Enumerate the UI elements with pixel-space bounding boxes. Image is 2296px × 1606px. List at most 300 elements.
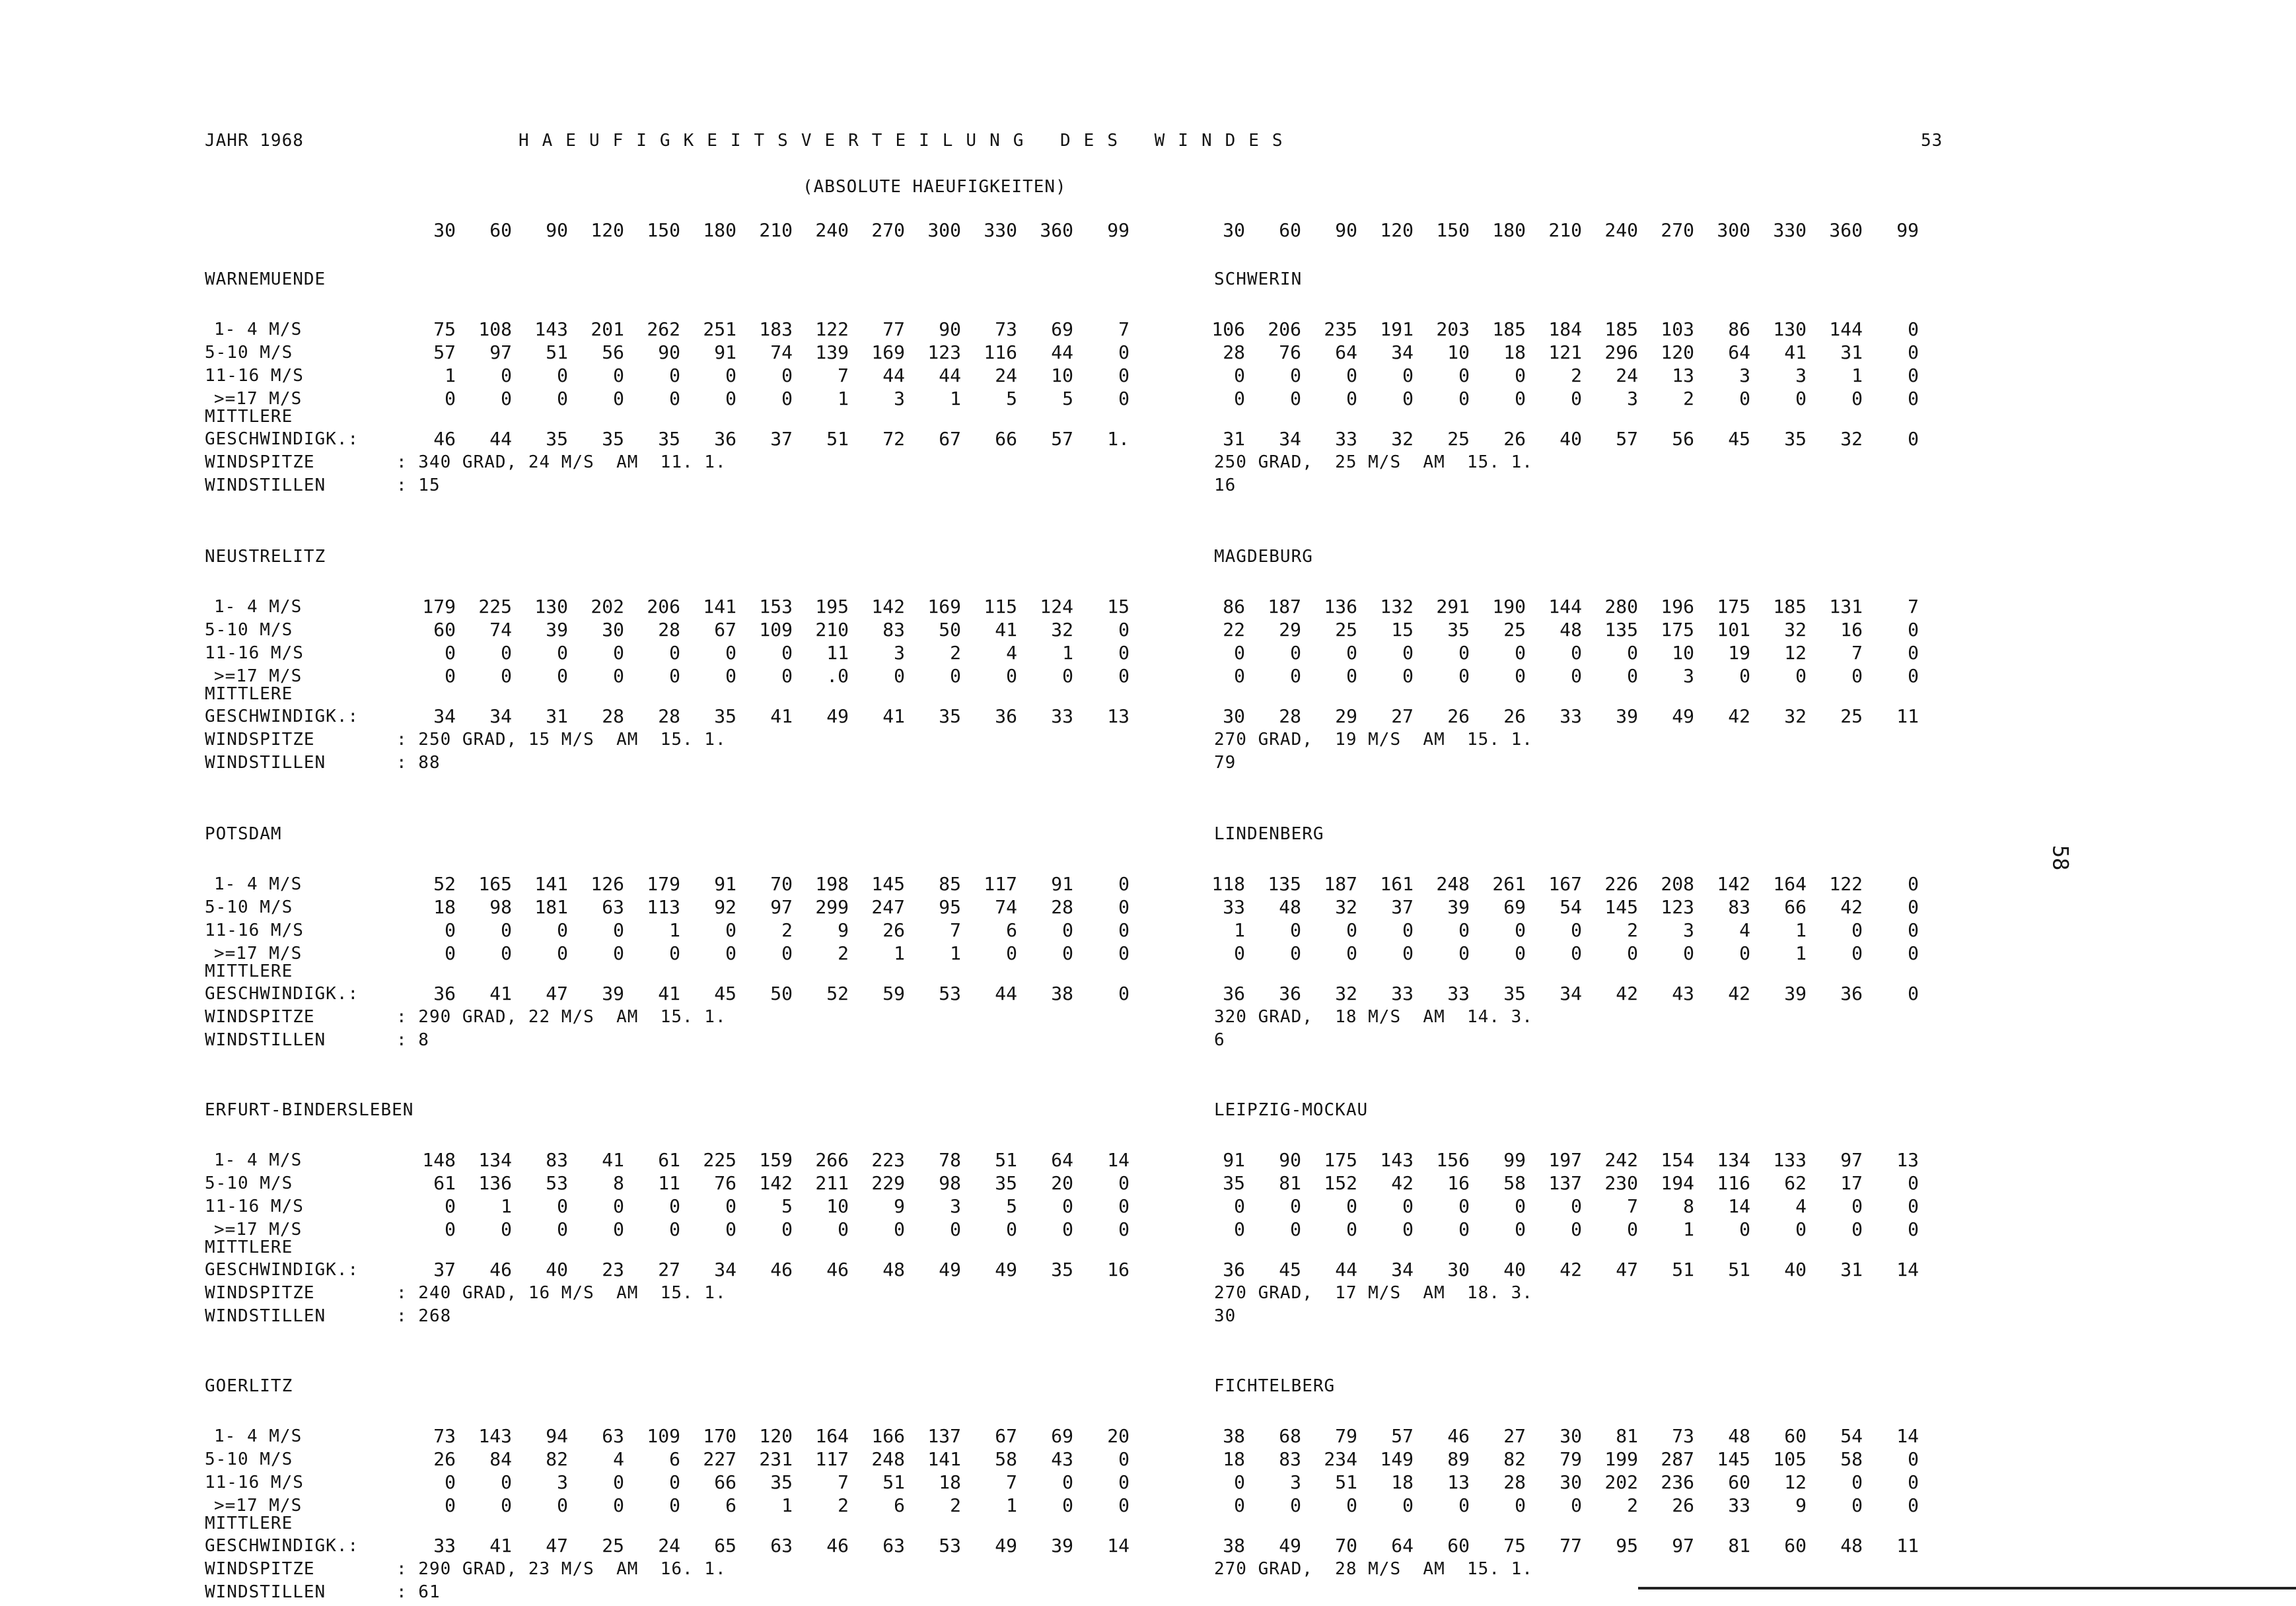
frequency-cell: 0 (725, 365, 736, 386)
frequency-cell: 0 (1571, 1195, 1582, 1217)
frequency-cell: 0 (613, 1218, 624, 1240)
peak-gust-value: 250 GRAD, 25 M/S AM 15. 1. (1214, 452, 1533, 472)
mean-speed-cell: 14 (1107, 1535, 1130, 1556)
frequency-cell: 74 (489, 619, 512, 641)
direction-header-270: 270 (871, 219, 905, 241)
frequency-cell: 0 (1908, 619, 1919, 641)
frequency-cell: 26 (433, 1448, 456, 1470)
frequency-cell: 116 (984, 341, 1017, 363)
frequency-cell: 0 (1118, 341, 1130, 363)
frequency-cell: 0 (725, 388, 736, 409)
frequency-cell: 208 (1661, 873, 1694, 895)
mean-speed-cell: 23 (602, 1259, 624, 1280)
frequency-cell: 123 (1661, 896, 1694, 918)
frequency-cell: 9 (838, 919, 849, 941)
frequency-cell: 1 (950, 388, 961, 409)
frequency-cell: 0 (1908, 318, 1919, 340)
speed-class-label: 1- 4 M/S (214, 320, 303, 339)
mean-speed-cell: 36 (1840, 983, 1863, 1004)
speed-class-label: 11-16 M/S (205, 1473, 304, 1492)
frequency-cell: 0 (1851, 1218, 1863, 1240)
frequency-cell: 0 (445, 942, 456, 964)
frequency-cell: 0 (1458, 365, 1470, 386)
frequency-cell: 54 (1560, 896, 1582, 918)
mean-speed-cell: 48 (1840, 1535, 1863, 1556)
mean-speed-cell: 32 (1840, 428, 1863, 450)
frequency-cell: 0 (1458, 665, 1470, 687)
frequency-cell: 98 (489, 896, 512, 918)
frequency-cell: 287 (1661, 1448, 1694, 1470)
mean-speed-cell: 39 (1616, 705, 1638, 727)
frequency-cell: 94 (546, 1425, 568, 1447)
frequency-cell: 18 (433, 896, 456, 918)
frequency-cell: 0 (1571, 665, 1582, 687)
frequency-cell: 38 (1223, 1425, 1245, 1447)
peak-gust-value: : 340 GRAD, 24 M/S AM 11. 1. (396, 452, 727, 472)
peak-gust-value: : 240 GRAD, 16 M/S AM 15. 1. (396, 1283, 727, 1303)
calm-count-value: : 8 (396, 1030, 429, 1050)
mean-speed-cell: 35 (546, 428, 568, 450)
frequency-cell: 0 (1346, 642, 1357, 664)
station-name: ERFURT-BINDERSLEBEN (205, 1100, 414, 1120)
frequency-cell: 25 (1503, 619, 1526, 641)
frequency-cell: 184 (1548, 318, 1582, 340)
frequency-cell: 34 (1391, 341, 1414, 363)
frequency-cell: 165 (478, 873, 512, 895)
frequency-cell: 28 (658, 619, 680, 641)
mean-label: MITTLERE (205, 1514, 293, 1533)
mean-speed-cell: 25 (602, 1535, 624, 1556)
frequency-cell: 7 (838, 365, 849, 386)
frequency-cell: 0 (1851, 942, 1863, 964)
frequency-cell: 105 (1773, 1448, 1807, 1470)
frequency-cell: 123 (927, 341, 961, 363)
frequency-cell: 0 (1234, 1218, 1245, 1240)
frequency-cell: 7 (1118, 318, 1130, 340)
frequency-cell: 2 (838, 942, 849, 964)
peak-gust-value: 320 GRAD, 18 M/S AM 14. 3. (1214, 1007, 1533, 1027)
frequency-cell: 0 (1458, 642, 1470, 664)
speed-class-label: 1- 4 M/S (214, 1150, 303, 1170)
frequency-cell: 145 (1604, 896, 1638, 918)
frequency-cell: 0 (445, 1471, 456, 1493)
direction-header-330: 330 (1773, 219, 1807, 241)
frequency-cell: 0 (445, 919, 456, 941)
mean-speed-cell: 33 (1560, 705, 1582, 727)
frequency-cell: 0 (1515, 919, 1526, 941)
frequency-cell: 28 (1503, 1471, 1526, 1493)
station-name: POTSDAM (205, 824, 282, 844)
mean-speed-cell: 31 (1840, 1259, 1863, 1280)
frequency-cell: 0 (1851, 919, 1863, 941)
frequency-cell: 0 (1062, 1471, 1073, 1493)
frequency-cell: 101 (1717, 619, 1750, 641)
peak-label: WINDSPITZE (205, 730, 315, 750)
mean-speed-cell: 43 (1672, 983, 1694, 1004)
frequency-cell: 90 (939, 318, 961, 340)
mean-speed-cell: 66 (995, 428, 1017, 450)
frequency-cell: 7 (1006, 1471, 1017, 1493)
frequency-cell: 0 (1118, 665, 1130, 687)
frequency-cell: 179 (422, 596, 456, 617)
frequency-cell: 30 (1560, 1471, 1582, 1493)
mean-speed-cell: 49 (995, 1535, 1017, 1556)
frequency-cell: 91 (1223, 1149, 1245, 1171)
direction-header-60: 60 (1279, 219, 1301, 241)
frequency-cell: 81 (1279, 1172, 1301, 1194)
frequency-cell: 62 (1784, 1172, 1807, 1194)
mean-speed-cell: 81 (1728, 1535, 1750, 1556)
frequency-cell: 167 (1548, 873, 1582, 895)
frequency-cell: 141 (703, 596, 736, 617)
frequency-cell: 76 (714, 1172, 736, 1194)
frequency-cell: 0 (1402, 665, 1414, 687)
frequency-cell: 64 (1728, 341, 1750, 363)
frequency-cell: 0 (557, 388, 568, 409)
frequency-cell: 1 (838, 388, 849, 409)
frequency-cell: 109 (759, 619, 793, 641)
frequency-cell: 0 (1290, 365, 1301, 386)
frequency-cell: 73 (433, 1425, 456, 1447)
mean-speed-cell: 36 (1279, 983, 1301, 1004)
mean-speed-cell: 11 (1896, 1535, 1919, 1556)
frequency-cell: 8 (1683, 1195, 1694, 1217)
frequency-cell: 0 (1346, 1218, 1357, 1240)
mean-speed-cell: 37 (770, 428, 793, 450)
speed-class-label: 11-16 M/S (205, 921, 304, 940)
frequency-cell: 187 (1324, 873, 1357, 895)
mean-speed-cell: 44 (995, 983, 1017, 1004)
mean-speed-cell: 13 (1107, 705, 1130, 727)
frequency-cell: 57 (1391, 1425, 1414, 1447)
mean-speed-cell: 24 (658, 1535, 680, 1556)
peak-gust-value: : 250 GRAD, 15 M/S AM 15. 1. (396, 730, 727, 750)
mean-speed-cell: 31 (1223, 428, 1245, 450)
mean-speed-cell: 26 (1503, 428, 1526, 450)
direction-header-360: 360 (1040, 219, 1073, 241)
frequency-cell: 199 (1604, 1448, 1638, 1470)
frequency-cell: 134 (478, 1149, 512, 1171)
frequency-cell: 0 (445, 642, 456, 664)
frequency-cell: 0 (1739, 665, 1750, 687)
mean-speed-cell: 38 (1051, 983, 1073, 1004)
frequency-cell: 3 (1683, 919, 1694, 941)
frequency-cell: 6 (1006, 919, 1017, 941)
frequency-cell: 130 (534, 596, 568, 617)
direction-header-210: 210 (759, 219, 793, 241)
frequency-cell: 0 (1290, 388, 1301, 409)
frequency-cell: 0 (501, 1218, 512, 1240)
station-name: WARNEMUENDE (205, 269, 326, 289)
frequency-cell: 39 (546, 619, 568, 641)
mean-label: MITTLERE (205, 407, 293, 427)
frequency-cell: 0 (613, 365, 624, 386)
frequency-cell: 69 (1051, 1425, 1073, 1447)
frequency-cell: 0 (1402, 388, 1414, 409)
calm-count-value: : 61 (396, 1582, 441, 1602)
frequency-cell: 225 (703, 1149, 736, 1171)
frequency-cell: 41 (995, 619, 1017, 641)
frequency-cell: 0 (501, 665, 512, 687)
frequency-cell: 0 (1851, 665, 1863, 687)
frequency-cell: 169 (927, 596, 961, 617)
frequency-cell: 229 (871, 1172, 905, 1194)
frequency-cell: 0 (1458, 919, 1470, 941)
mean-speed-cell: 60 (1447, 1535, 1470, 1556)
frequency-cell: 29 (1279, 619, 1301, 641)
frequency-cell: 202 (591, 596, 624, 617)
frequency-cell: 60 (1728, 1471, 1750, 1493)
frequency-cell: 35 (1223, 1172, 1245, 1194)
frequency-cell: 0 (1571, 1494, 1582, 1516)
frequency-cell: 1 (1234, 919, 1245, 941)
mean-speed-cell: 39 (1051, 1535, 1073, 1556)
speed-class-label: >=17 M/S (214, 1496, 303, 1516)
calm-count-value: 16 (1214, 475, 1237, 495)
frequency-cell: 0 (1234, 1471, 1245, 1493)
mean-speed-label: GESCHWINDIGK.: (205, 429, 359, 449)
frequency-cell: 33 (1728, 1494, 1750, 1516)
frequency-cell: 64 (1051, 1149, 1073, 1171)
frequency-cell: 0 (1683, 942, 1694, 964)
frequency-cell: 0 (1006, 942, 1017, 964)
frequency-cell: 0 (557, 942, 568, 964)
frequency-cell: 14 (1728, 1195, 1750, 1217)
direction-header-210: 210 (1548, 219, 1582, 241)
frequency-cell: 82 (546, 1448, 568, 1470)
frequency-cell: 3 (1290, 1471, 1301, 1493)
frequency-cell: 7 (1627, 1195, 1638, 1217)
frequency-cell: 63 (602, 1425, 624, 1447)
frequency-cell: 1 (669, 919, 680, 941)
frequency-cell: 89 (1447, 1448, 1470, 1470)
frequency-cell: 97 (770, 896, 793, 918)
frequency-cell: 135 (1604, 619, 1638, 641)
frequency-cell: 24 (1616, 365, 1638, 386)
mean-speed-cell: 60 (1784, 1535, 1807, 1556)
mean-speed-cell: 47 (546, 1535, 568, 1556)
frequency-cell: 68 (1279, 1425, 1301, 1447)
frequency-cell: 0 (1234, 1195, 1245, 1217)
frequency-cell: 266 (815, 1149, 849, 1171)
frequency-cell: 2 (1683, 388, 1694, 409)
direction-header-240: 240 (815, 219, 849, 241)
frequency-cell: 27 (1503, 1425, 1526, 1447)
mean-speed-cell: 75 (1503, 1535, 1526, 1556)
frequency-cell: 0 (1346, 919, 1357, 941)
frequency-cell: 142 (1717, 873, 1750, 895)
frequency-cell: 299 (815, 896, 849, 918)
mean-speed-cell: 44 (489, 428, 512, 450)
station-name: LEIPZIG-MOCKAU (1214, 1100, 1369, 1120)
frequency-cell: 0 (557, 919, 568, 941)
mean-speed-cell: 27 (1391, 705, 1414, 727)
frequency-cell: 10 (1447, 341, 1470, 363)
direction-header-360: 360 (1829, 219, 1863, 241)
speed-class-label: 1- 4 M/S (214, 874, 303, 894)
mean-speed-cell: 42 (1560, 1259, 1582, 1280)
mean-speed-cell: 34 (1279, 428, 1301, 450)
station-name: GOERLITZ (205, 1376, 293, 1396)
frequency-cell: 0 (557, 1218, 568, 1240)
frequency-cell: 0 (894, 1218, 905, 1240)
frequency-cell: 1 (501, 1195, 512, 1217)
mean-speed-cell: 39 (602, 983, 624, 1004)
frequency-cell: 63 (602, 896, 624, 918)
frequency-cell: 0 (1739, 388, 1750, 409)
mean-speed-cell: 1. (1107, 428, 1130, 450)
mean-speed-cell: 36 (433, 983, 456, 1004)
frequency-cell: 19 (1728, 642, 1750, 664)
frequency-cell: 0 (1118, 1195, 1130, 1217)
frequency-cell: 13 (1447, 1471, 1470, 1493)
mean-speed-cell: 97 (1672, 1535, 1694, 1556)
frequency-cell: 8 (613, 1172, 624, 1194)
frequency-cell: 0 (1346, 665, 1357, 687)
frequency-cell: 2 (1627, 919, 1638, 941)
frequency-cell: 225 (478, 596, 512, 617)
frequency-cell: 73 (1672, 1425, 1694, 1447)
frequency-cell: 113 (647, 896, 680, 918)
frequency-cell: 0 (1234, 642, 1245, 664)
direction-header-30: 30 (1223, 219, 1245, 241)
mean-speed-cell: 46 (433, 428, 456, 450)
frequency-cell: 154 (1661, 1149, 1694, 1171)
frequency-cell: 9 (1795, 1494, 1807, 1516)
frequency-cell: 52 (433, 873, 456, 895)
frequency-cell: 4 (1006, 642, 1017, 664)
mean-speed-cell: 51 (1728, 1259, 1750, 1280)
frequency-cell: 0 (501, 388, 512, 409)
calm-count-value: 6 (1214, 1030, 1225, 1050)
frequency-cell: 0 (1118, 1494, 1130, 1516)
frequency-cell: 1 (1851, 365, 1863, 386)
speed-class-label: 1- 4 M/S (214, 597, 303, 617)
mean-speed-cell: 49 (995, 1259, 1017, 1280)
frequency-cell: 0 (1118, 873, 1130, 895)
frequency-cell: 0 (1851, 1471, 1863, 1493)
frequency-cell: 2 (781, 919, 793, 941)
frequency-cell: 3 (1795, 365, 1807, 386)
frequency-cell: 291 (1436, 596, 1470, 617)
frequency-cell: 132 (1380, 596, 1414, 617)
frequency-cell: 145 (871, 873, 905, 895)
frequency-cell: 0 (1062, 665, 1073, 687)
station-name: SCHWERIN (1214, 269, 1303, 289)
mean-speed-cell: 16 (1107, 1259, 1130, 1280)
frequency-cell: 7 (838, 1471, 849, 1493)
frequency-cell: 144 (1548, 596, 1582, 617)
direction-header-120: 120 (591, 219, 624, 241)
frequency-cell: 0 (1515, 388, 1526, 409)
mean-speed-cell: 0 (1908, 983, 1919, 1004)
mean-speed-label: GESCHWINDIGK.: (205, 1536, 359, 1556)
peak-label: WINDSPITZE (205, 1007, 315, 1027)
mean-speed-cell: 42 (1728, 983, 1750, 1004)
frequency-cell: 0 (1346, 1494, 1357, 1516)
mean-speed-cell: 35 (602, 428, 624, 450)
mean-speed-cell: 34 (489, 705, 512, 727)
frequency-cell: 77 (882, 318, 905, 340)
frequency-cell: 0 (1402, 919, 1414, 941)
frequency-cell: 30 (1560, 1425, 1582, 1447)
mean-speed-cell: 44 (1335, 1259, 1357, 1280)
frequency-cell: 0 (501, 1471, 512, 1493)
calm-count-value: : 15 (396, 475, 441, 495)
frequency-cell: 133 (1773, 1149, 1807, 1171)
frequency-cell: 3 (950, 1195, 961, 1217)
frequency-cell: 169 (871, 341, 905, 363)
frequency-cell: 3 (557, 1471, 568, 1493)
frequency-cell: 0 (501, 642, 512, 664)
frequency-cell: 187 (1268, 596, 1301, 617)
frequency-cell: 0 (781, 365, 793, 386)
frequency-cell: 103 (1661, 318, 1694, 340)
mean-speed-cell: 36 (995, 705, 1017, 727)
frequency-cell: 73 (995, 318, 1017, 340)
frequency-cell: 201 (591, 318, 624, 340)
direction-header-99: 99 (1107, 219, 1130, 241)
frequency-cell: 0 (669, 642, 680, 664)
frequency-cell: 109 (647, 1425, 680, 1447)
mean-speed-cell: 49 (1672, 705, 1694, 727)
frequency-cell: 1 (781, 1494, 793, 1516)
frequency-cell: 0 (1627, 942, 1638, 964)
frequency-cell: 0 (1062, 1218, 1073, 1240)
frequency-cell: 28 (1051, 896, 1073, 918)
frequency-cell: 0 (1908, 919, 1919, 941)
frequency-cell: 67 (995, 1425, 1017, 1447)
frequency-cell: 0 (1908, 388, 1919, 409)
frequency-cell: 0 (557, 1195, 568, 1217)
frequency-cell: 0 (1739, 942, 1750, 964)
frequency-cell: 28 (1223, 341, 1245, 363)
frequency-cell: 3 (1683, 665, 1694, 687)
frequency-cell: 0 (1290, 1218, 1301, 1240)
direction-header-120: 120 (1380, 219, 1414, 241)
frequency-cell: 0 (781, 388, 793, 409)
speed-class-label: 5-10 M/S (205, 897, 293, 917)
frequency-cell: 0 (501, 942, 512, 964)
frequency-cell: 11 (658, 1172, 680, 1194)
frequency-cell: 6 (894, 1494, 905, 1516)
frequency-cell: 164 (815, 1425, 849, 1447)
frequency-cell: 170 (703, 1425, 736, 1447)
frequency-cell: 35 (995, 1172, 1017, 1194)
frequency-cell: 90 (658, 341, 680, 363)
frequency-cell: 0 (781, 665, 793, 687)
frequency-cell: 0 (1908, 1471, 1919, 1493)
frequency-cell: 4 (613, 1448, 624, 1470)
mean-speed-cell: 95 (1616, 1535, 1638, 1556)
page-title: HAEUFIGKEITSVERTEILUNG DES WINDES (519, 131, 1296, 151)
frequency-cell: 37 (1391, 896, 1414, 918)
frequency-cell: .0 (826, 665, 849, 687)
frequency-cell: 99 (1503, 1149, 1526, 1171)
mean-speed-cell: 41 (489, 983, 512, 1004)
mean-speed-cell: 53 (939, 1535, 961, 1556)
frequency-cell: 143 (534, 318, 568, 340)
frequency-cell: 226 (1604, 873, 1638, 895)
frequency-cell: 175 (1661, 619, 1694, 641)
frequency-cell: 0 (1402, 642, 1414, 664)
frequency-cell: 20 (1107, 1425, 1130, 1447)
frequency-cell: 0 (613, 919, 624, 941)
mean-speed-cell: 11 (1896, 705, 1919, 727)
frequency-cell: 195 (815, 596, 849, 617)
frequency-cell: 0 (501, 919, 512, 941)
frequency-cell: 9 (894, 1195, 905, 1217)
